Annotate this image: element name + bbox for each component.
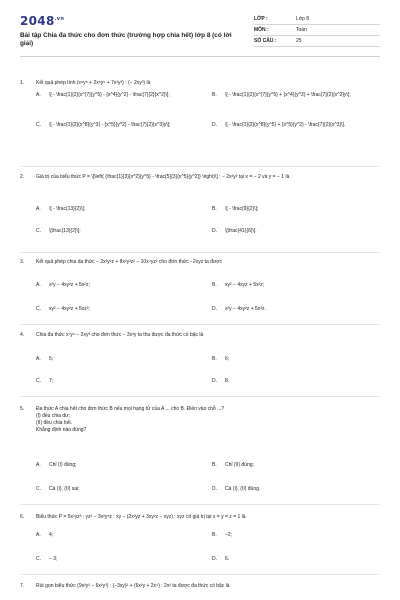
option-letter: D. [212,228,217,234]
option-text: \[\frac{13}{2}\]; [49,228,81,234]
option-c[interactable] [36,486,196,493]
options-q2 [36,206,380,246]
question-1 [20,80,380,87]
option-letter: B. [212,206,217,212]
question-text: Kết quả phép tính (x⁸y⁸ + 2x⁵y⁵ + 7x³y³) : (− 2xy³) là [36,80,151,86]
question-divider [20,252,380,253]
question-5 [20,406,380,434]
option-text: − 3; [49,556,58,562]
meta-value: Lớp 8 [296,16,310,22]
option-letter: B. [212,92,217,98]
question-3 [20,259,380,266]
option-letter: B. [212,462,217,468]
question-6 [20,514,380,521]
option-text: \[\frac{41}{6}\]. [225,228,257,234]
option-text: \[ - \frac{9}{2}\]; [225,206,259,212]
option-d[interactable] [212,306,380,313]
option-letter: A. [36,356,41,362]
option-b[interactable] [212,356,380,363]
option-text: 6; [225,356,230,362]
meta-value: 25 [296,38,302,44]
meta-row-subject [254,25,380,36]
question-text: Kết quả phép chia đa thức − 2x³y²z + 8x²y³z² − 10x⁴yz² cho đơn thức −2xyz ta được [36,259,223,265]
statement-prompt: Khẳng định nào đúng? [36,427,87,433]
question-divider [20,166,380,167]
question-divider [20,396,380,397]
option-letter: C. [36,378,41,384]
option-text: \[ - \frac{1}{2}{x^{7}{y^5} + {x^4}{y^2} + \frac{7}{2}{x^2}y\]; [225,92,351,98]
option-letter: A. [36,282,41,288]
option-a[interactable] [36,356,196,363]
options-q5 [36,462,380,498]
option-text: 5; [49,356,54,362]
question-text: Rút gọn biểu thức (9x²y² − 6x²y³) : (−3xy)² + (6x²y + 2x⁴) : 2x² ta được đa thức có bậc là [36,583,230,589]
option-text: Cả (I), (II) đúng. [225,486,261,492]
option-letter: B. [212,532,217,538]
option-letter: A. [36,532,41,538]
option-letter: D. [212,122,217,128]
option-letter: B. [212,282,217,288]
question-text: Đa thức A chia hết cho đơn thức B nếu mọi hạng tử của A ... cho B. Điền vào chỗ ...? [36,406,225,412]
meta-label: LỚP : [254,16,268,22]
brand-name: 2048 [20,14,55,28]
brand-logo[interactable] [20,14,240,28]
question-number: 1. [20,80,25,86]
option-d[interactable] [212,486,380,493]
meta-table [254,14,380,47]
option-text: x²y − 4xy²z + 5x²z; [49,282,90,288]
meta-row-count [254,36,380,47]
option-text: 4; [49,532,54,538]
option-text: xy² − 4xy²z + 5xz³; [49,306,90,312]
option-text: xy² − 4xyz + 5x²z; [225,282,265,288]
meta-label: SỐ CÂU : [254,38,277,44]
header [20,14,380,48]
options-q6 [36,532,380,568]
statement-2: (II) đều chia hết. [36,420,73,426]
option-letter: C. [36,556,41,562]
option-c[interactable] [36,122,196,129]
question-4 [20,332,380,339]
option-b[interactable] [212,532,380,539]
option-d[interactable] [212,122,380,129]
option-text: Chỉ (II) đúng; [225,462,254,468]
page-title: Bài tập Chia đa thức cho đơn thức (trường hợp chia hết) lớp 8 (có lời giải) [20,32,232,47]
option-letter: D. [212,556,217,562]
option-letter: B. [212,356,217,362]
option-letter: A. [36,206,41,212]
option-letter: D. [212,306,217,312]
option-letter: C. [36,486,41,492]
options-q3 [36,282,380,318]
question-text: Giá trị của biểu thức P = \[\left( {\frac{1}{3}{x^2}{y^5} - \frac{5}{3}{x^5}{y^2}} \right)\] : − 2x²y² tại x = − 2 và y = − 1 là [36,174,290,180]
option-text: Cả (I), (II) sai; [49,486,80,492]
question-number: 7. [20,583,25,589]
option-letter: D. [212,378,217,384]
question-2 [20,174,380,181]
option-letter: A. [36,92,41,98]
option-c[interactable] [36,556,196,563]
option-text: \[ - \frac{1}{2}{x^{7}{y^5} - {x^4}{y^2} - \frac{7}{2}{x^2}\]; [49,92,170,98]
option-letter: C. [36,228,41,234]
option-letter: D. [212,486,217,492]
meta-label: MÔN : [254,27,269,33]
option-text: x²y − 4xy²z + 5x³z. [225,306,266,312]
question-number: 2. [20,174,25,180]
question-text: Chia đa thức x⁷y⁴ − 2xy³ cho đơn thức − 3x³y ta thu được đa thức có bậc là [36,332,204,338]
option-text: \[ - \frac{1}{2}{x^8}{y^3} - {x^5}{y^2} - \frac{7}{2}{x^3}y\]; [49,122,171,128]
option-letter: C. [36,122,41,128]
option-d[interactable] [212,378,380,385]
options-q4 [36,356,380,390]
header-left [20,14,240,48]
option-b[interactable] [212,282,380,289]
option-text: Chỉ (I) đúng; [49,462,77,468]
option-c[interactable] [36,306,196,313]
option-a[interactable] [36,206,196,213]
option-text: −2; [225,532,233,538]
option-text: \[ - \frac{1}{2}{x^8}{y^5} + {x^5}{y^2} - \frac{7}{2}{x^3}\]. [225,122,346,128]
question-number: 3. [20,259,25,265]
option-text: 8. [225,378,230,384]
option-letter: C. [36,306,41,312]
options-q1 [36,92,380,158]
option-a[interactable] [36,532,196,539]
question-number: 6. [20,514,25,520]
option-b[interactable] [212,462,380,469]
option-a[interactable] [36,92,196,99]
option-d[interactable] [212,228,380,235]
question-number: 5. [20,406,25,412]
meta-row-class [254,14,380,25]
question-divider [20,504,380,505]
option-text: \[ - \frac{13}{2}\]; [49,206,86,212]
header-divider [20,56,380,57]
option-b[interactable] [212,206,380,213]
option-b[interactable] [212,92,380,99]
option-d[interactable] [212,556,380,563]
statement-1: (I) đều chia dư; [36,413,70,419]
brand-suffix: .vn [54,16,65,22]
option-c[interactable] [36,228,196,235]
option-text: 7; [49,378,54,384]
question-number: 4. [20,332,25,338]
question-divider [20,574,380,575]
option-a[interactable] [36,282,196,289]
meta-value: Toán [296,27,307,33]
option-text: 6. [225,556,230,562]
question-divider [20,324,380,325]
question-7 [20,583,380,590]
option-a[interactable] [36,462,196,469]
question-text: Biểu thức P = 5x²yz³ : yz² − 3x²y⁵z : xy − (2x²yz + 3xy²z − xyz) : xyz có giá trị tại x = y = z = 1 là [36,514,246,520]
option-letter: A. [36,462,41,468]
option-c[interactable] [36,378,196,385]
